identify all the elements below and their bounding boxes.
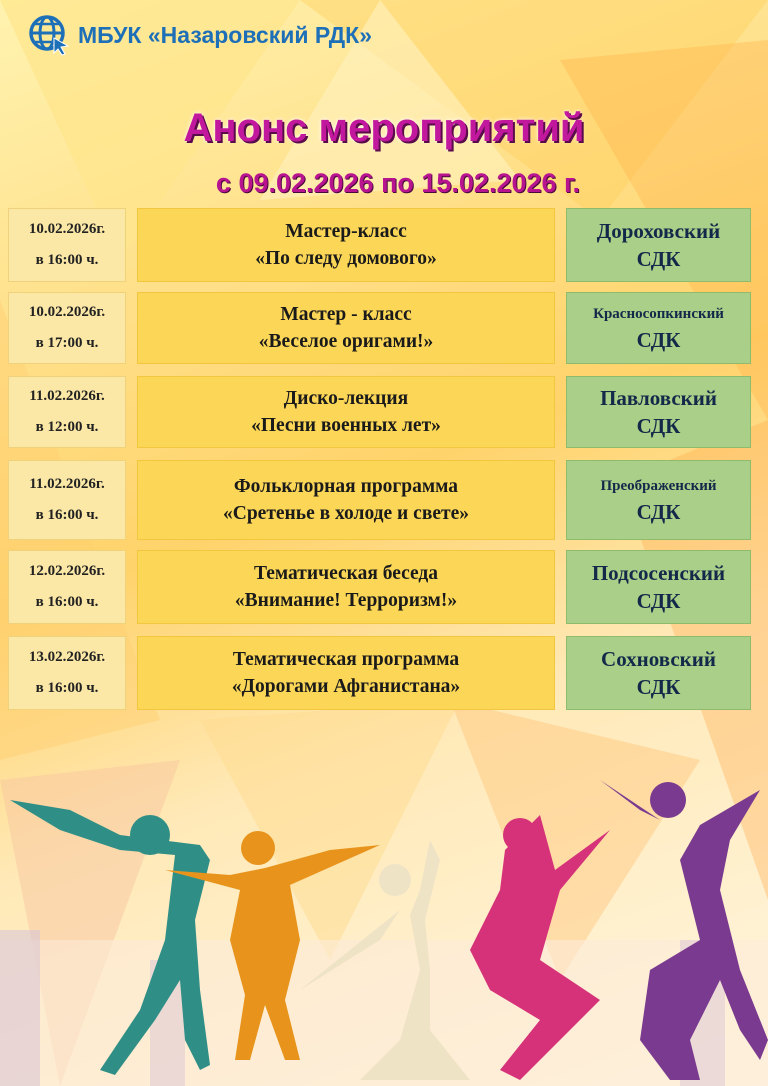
event-place-suffix: СДК — [636, 675, 681, 699]
event-name: «Внимание! Терроризм!» — [234, 590, 458, 611]
dancer-5-silhouette — [600, 780, 768, 1080]
event-date-cell — [8, 550, 126, 624]
event-time: в 17:00 ч. — [35, 335, 99, 351]
event-title-cell — [137, 636, 555, 710]
event-place: Преображенский — [600, 478, 717, 494]
event-name: «Веселое оригами!» — [258, 331, 434, 352]
event-place-suffix: СДК — [636, 247, 681, 271]
event-place: Павловский — [600, 386, 717, 410]
event-title-cell — [137, 460, 555, 540]
event-type: Тематическая беседа — [253, 563, 439, 584]
event-type: Тематическая программа — [232, 649, 460, 670]
date-range-subtitle: с 09.02.2026 по 15.02.2026 г. — [215, 168, 581, 198]
organization-name: МБУК «Назаровский РДК» — [78, 21, 372, 48]
event-place: Красносопкинский — [593, 306, 724, 322]
event-date: 10.02.2026г. — [28, 221, 106, 237]
event-place-suffix: СДК — [636, 328, 681, 352]
event-date-cell — [8, 208, 126, 282]
event-name: «Сретенье в холоде и свете» — [222, 503, 469, 524]
event-place-cell — [566, 636, 751, 710]
event-date-cell — [8, 636, 126, 710]
event-date-cell — [8, 460, 126, 540]
event-time: в 16:00 ч. — [35, 680, 99, 696]
event-place-suffix: СДК — [636, 500, 681, 524]
event-time: в 12:00 ч. — [35, 419, 99, 435]
event-place-cell — [566, 292, 751, 364]
event-name: «По следу домового» — [255, 248, 437, 269]
event-title-cell — [137, 208, 555, 282]
event-place: Сохновский — [601, 647, 716, 671]
event-name: «Песни военных лет» — [251, 415, 441, 436]
event-place-cell — [566, 376, 751, 448]
event-date-cell — [8, 292, 126, 364]
event-date: 12.02.2026г. — [28, 563, 106, 579]
event-time: в 16:00 ч. — [35, 594, 99, 610]
dancer-4-silhouette — [470, 815, 610, 1080]
event-place: Дороховский — [596, 219, 721, 243]
dancer-3-silhouette — [300, 840, 470, 1080]
dancing-silhouettes-illustration — [0, 740, 768, 1086]
event-type: Мастер-класс — [285, 221, 407, 242]
event-date: 13.02.2026г. — [28, 649, 106, 665]
event-place-suffix: СДК — [636, 589, 681, 613]
event-time: в 16:00 ч. — [35, 252, 99, 268]
event-place-suffix: СДК — [636, 414, 681, 438]
event-place-cell — [566, 208, 751, 282]
event-date-cell — [8, 376, 126, 448]
event-title-cell — [137, 376, 555, 448]
event-title-cell — [137, 550, 555, 624]
event-name: «Дорогами Афганистана» — [231, 676, 461, 697]
event-date: 11.02.2026г. — [29, 476, 105, 492]
event-title-cell — [137, 292, 555, 364]
event-type: Диско-лекция — [283, 388, 409, 409]
event-type: Мастер - класс — [280, 304, 412, 325]
event-type: Фольклорная программа — [233, 476, 459, 497]
event-place-cell — [566, 460, 751, 540]
event-place-cell — [566, 550, 751, 624]
event-place: Подсосенский — [591, 561, 726, 585]
page-title: Анонс мероприятий — [183, 106, 585, 150]
event-date: 10.02.2026г. — [28, 304, 106, 320]
event-time: в 16:00 ч. — [35, 507, 99, 523]
event-date: 11.02.2026г. — [29, 388, 105, 404]
